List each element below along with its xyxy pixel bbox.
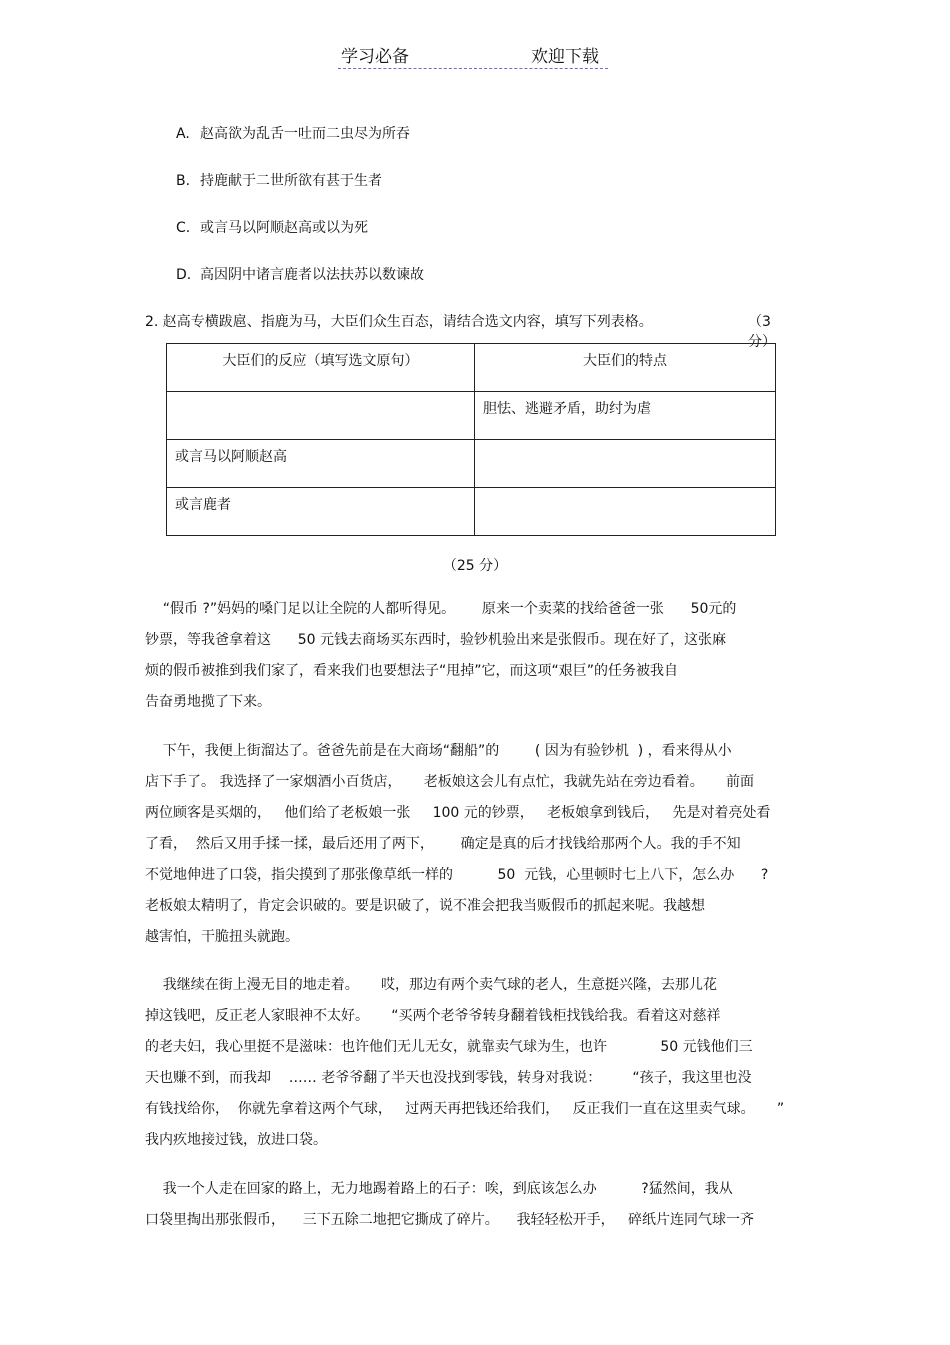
table-row: [167, 392, 776, 440]
passage-line: 掉这钱吧，反正老人家眼神不太好。 “买两个老爷爷转身翻着钱柜找钱给我。看着这对慈祥: [145, 1008, 721, 1024]
question-2-score: （3 分）: [748, 314, 776, 350]
option-text: 赵高欲为乱舌一吐而二虫尽为所吞: [200, 126, 410, 142]
answer-table: [166, 343, 776, 536]
option-b: [176, 170, 382, 190]
table-cell[interactable]: [475, 440, 776, 488]
passage-line: 有钱找给你， 你就先拿着这两个气球， 过两天再把钱还给我们， 反正我们一直在这里卖气球。 ”: [145, 1101, 785, 1117]
passage-line: 越害怕，干脆扭头就跑。: [145, 929, 299, 945]
passage-line: 我一个人走在回家的路上，无力地踢着路上的石子：唉，到底该怎么办 ?猛然间，我从: [145, 1181, 733, 1197]
option-key: A.: [176, 126, 190, 142]
passage-line: 口袋里掏出那张假币， 三下五除二地把它撕成了碎片。 我轻轻松开手， 碎纸片连同气球一齐: [145, 1212, 754, 1228]
table-cell[interactable]: [475, 488, 776, 536]
table-header-cell: 大臣们的反应（填写选文原句）: [167, 344, 475, 392]
table-cell: 胆怯、逃避矛盾，助纣为虐: [475, 392, 776, 440]
table-row: [167, 440, 776, 488]
option-key: B.: [176, 173, 191, 189]
option-text: 或言马以阿顺赵高或以为死: [200, 220, 368, 236]
passage-line: 店下手了。 我选择了一家烟酒小百货店， 老板娘这会儿有点忙，我就先站在旁边看着。 前面: [145, 774, 754, 790]
passage-line: “假币 ?”妈妈的嗓门足以让全院的人都听得见。 原来一个卖菜的找给爸爸一张 50元的: [145, 601, 737, 617]
passage-line: 下午，我便上街溜达了。爸爸先前是在大商场“翻船”的 ( 因为有验钞机 ) ，看来得从小: [145, 743, 732, 759]
option-c: [176, 217, 368, 237]
passage-line: 两位顾客是买烟的， 他们给了老板娘一张 100 元的钞票， 老板娘拿到钱后， 先是对着亮处看: [145, 805, 771, 821]
passage-line: 不觉地伸进了口袋，指尖摸到了那张像草纸一样的 50 元钱，心里顿时七上八下，怎么办 ?: [145, 867, 769, 883]
passage-line: 烦的假币被推到我们家了，看来我们也要想法子“甩掉”它，而这项“艰巨”的任务被我自: [145, 663, 679, 679]
table-header-cell: 大臣们的特点: [475, 344, 776, 392]
question-2: [145, 311, 795, 350]
option-a: [176, 123, 410, 143]
table-cell: 或言马以阿顺赵高: [167, 440, 475, 488]
option-key: C.: [176, 220, 191, 236]
header-left: 学习必备: [341, 47, 409, 67]
passage-paragraph-2: [145, 736, 810, 953]
passage-line: 钞票，等我爸拿着这 50 元钱去商场买东西时，验钞机验出来是张假币。现在好了，这张麻: [145, 632, 726, 648]
option-text: 持鹿献于二世所欲有甚于生者: [200, 173, 382, 189]
table-cell: 或言鹿者: [167, 488, 475, 536]
header-right: 欢迎下载: [531, 47, 599, 67]
passage-line: 天也赚不到，而我却 …… 老爷爷翻了半天也没找到零钱，转身对我说： “孩子，我这里也没: [145, 1070, 752, 1086]
passage-paragraph-4: [145, 1174, 810, 1236]
passage-line: 的老夫妇，我心里挺不是滋味：也许他们无儿无女，就靠卖气球为生，也许 50 元钱他们三: [145, 1039, 753, 1055]
passage-line: 告奋勇地揽了下来。: [145, 694, 271, 710]
question-2-text: 2. 赵高专横跋扈、指鹿为马，大臣们众生百态，请结合选文内容，填写下列表格。: [145, 314, 653, 330]
page-header: [338, 42, 608, 69]
passage-paragraph-1: [145, 594, 810, 718]
passage-line: 老板娘太精明了，肯定会识破的。要是识破了，说不准会把我当贩假币的抓起来呢。我越想: [145, 898, 705, 914]
passage-line: 我内疚地接过钱，放进口袋。: [145, 1132, 327, 1148]
table-cell[interactable]: [167, 392, 475, 440]
passage-paragraph-3: [145, 970, 810, 1156]
table-header-row: [167, 344, 776, 392]
table-row: [167, 488, 776, 536]
passage-line: 我继续在街上漫无目的地走着。 哎，那边有两个卖气球的老人，生意挺兴隆，去那儿花: [145, 977, 718, 993]
option-key: D.: [176, 267, 192, 283]
option-d: [176, 264, 424, 284]
option-text: 高因阴中诸言鹿者以法扶苏以数谏故: [200, 267, 424, 283]
section-score: （25 分）: [442, 558, 508, 574]
passage-line: 了看， 然后又用手揉一揉，最后还用了两下， 确定是真的后才找钱给那两个人。我的手不知: [145, 836, 741, 852]
